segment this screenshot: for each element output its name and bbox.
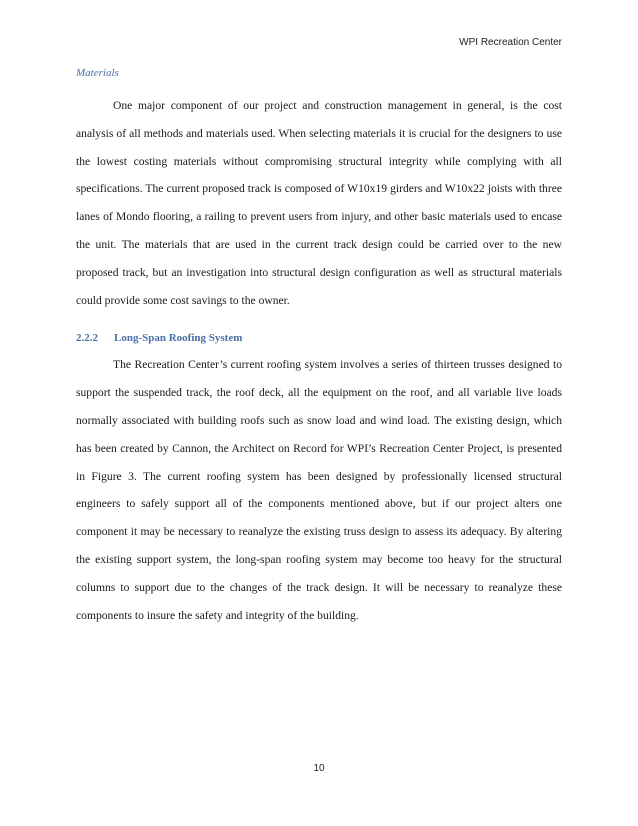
roofing-paragraph: The Recreation Center’s current roofing system involves a series of thirteen trusses designed to support the suspended track, the roof deck, all the equipment on the roof, and all variable live loads normally associated with building roofs such as snow load and wind load. The existing design, which has been created by Cannon, the Architect on Record for WPI’s Recreation Center Project, is presented in Figure 3. The current roofing system has been designed by professionally licensed structural engineers to safely support all of the components mentioned above, but if our project alters one component it may be necessary to reanalyze the existing truss design to assess its adequacy. By altering the existing support system, the long-span roofing system may become too heavy for the structural columns to support due to the changes of the track design. It will be necessary to reanalyze these components to insure the safety and integrity of the building. [76,358,562,622]
materials-paragraph: One major component of our project and construction management in general, is the cost analysis of all methods and materials used. When selecting materials it is crucial for the designers to use the lowest costing materials without compromising structural integrity while complying with all specifications. The current proposed track is composed of W10x19 girders and W10x22 joists with three lanes of Mondo flooring, a railing to prevent users from injury, and other basic materials used to encase the unit. The materials that are used in the current track design could be carried over to the new proposed track, but an investigation into structural design configuration as well as structural materials could provide some cost savings to the owner. [76,99,562,307]
section-heading [76,331,562,345]
section-number: 2.2.2 [76,332,98,345]
materials-subheading: Materials [76,67,119,79]
page-content [76,66,562,629]
page-number: 10 [313,763,325,774]
running-header: WPI Recreation Center [459,37,562,48]
section-title: Long-Span Roofing System [114,332,243,345]
